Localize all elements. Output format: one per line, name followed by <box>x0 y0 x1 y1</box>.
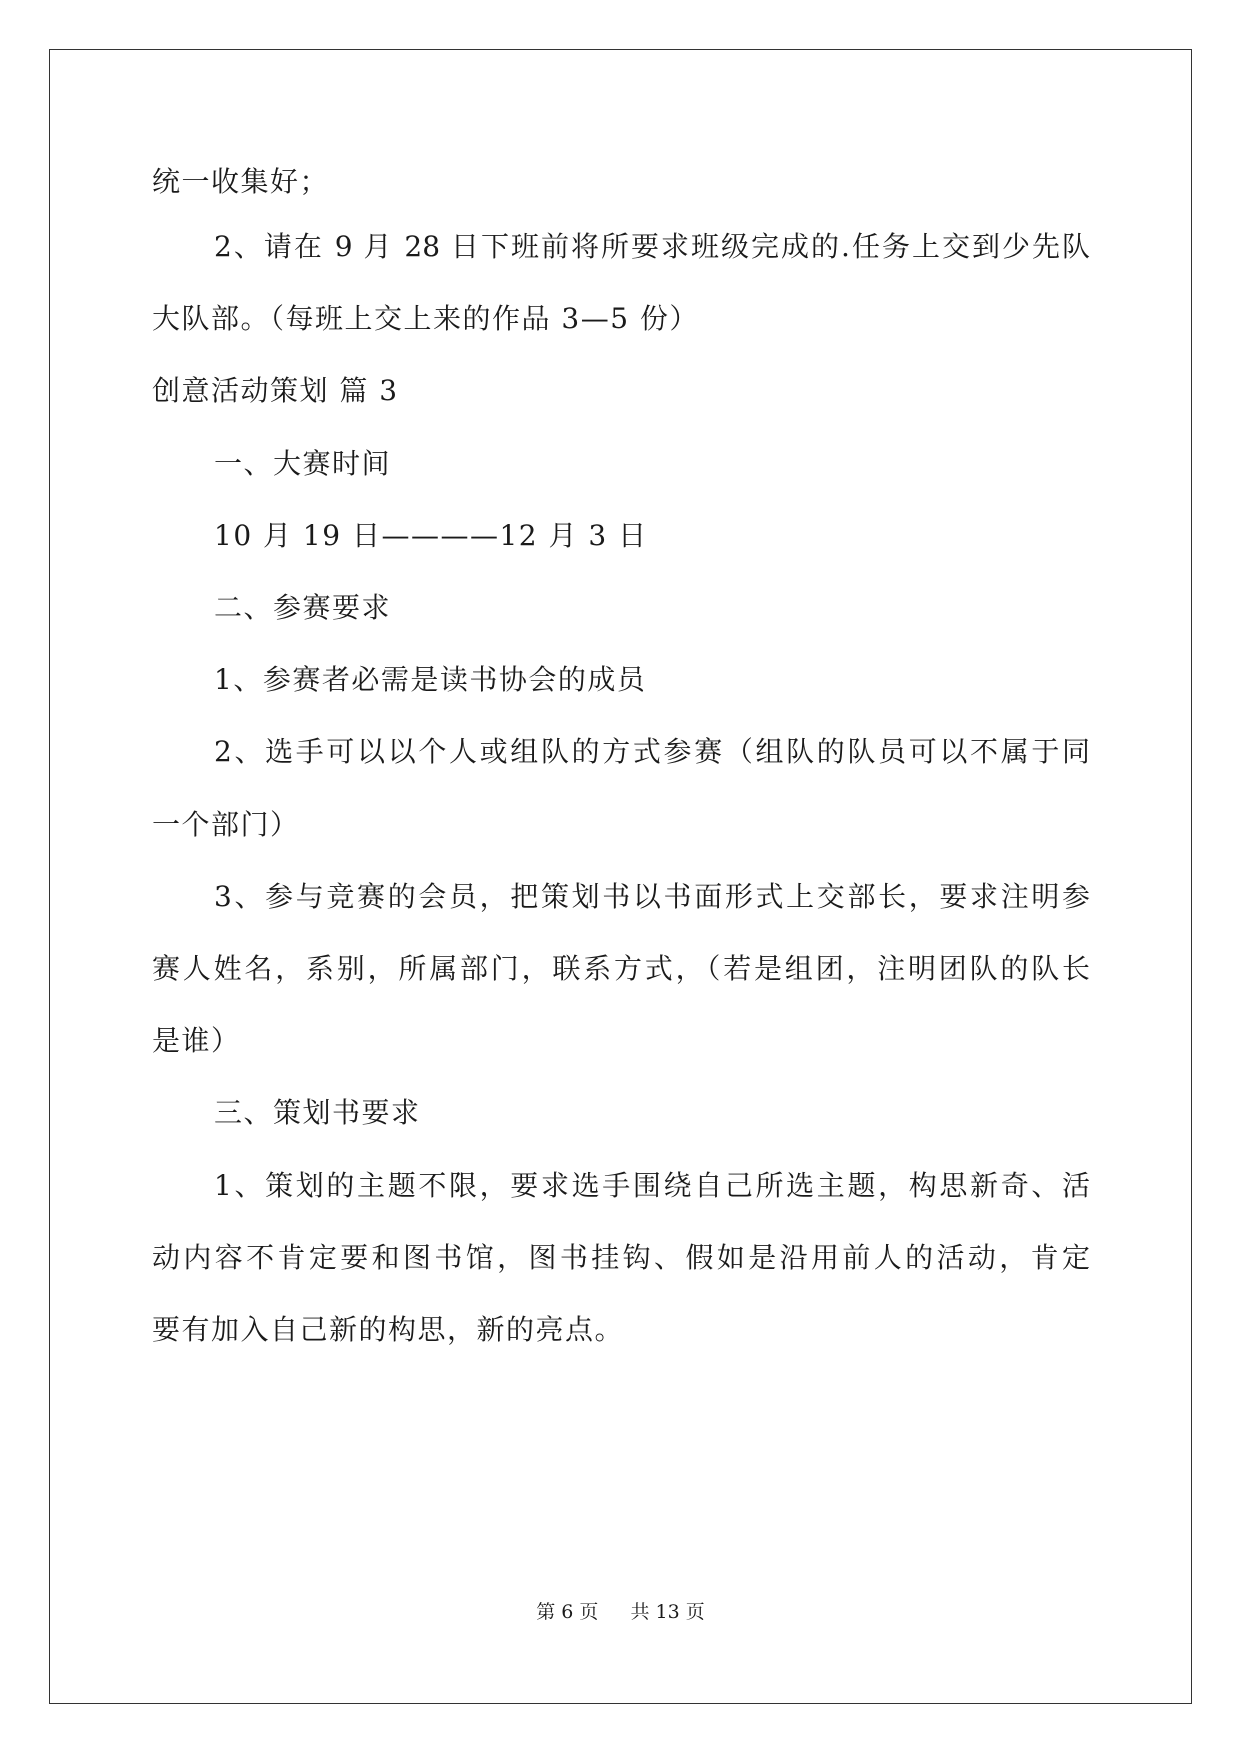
text-line: 统一收集好； <box>152 165 330 198</box>
text-line: 一个部门） <box>152 808 300 841</box>
text-line: 一、大赛时间 <box>214 447 392 480</box>
text-line: 动内容不肯定要和图书馆，图书挂钩、假如是沿用前人的活动，肯定 <box>152 1241 1090 1274</box>
text-line: 3、参与竞赛的会员，把策划书以书面形式上交部长，要求注明参 <box>214 880 1090 913</box>
section-heading: 创意活动策划 篇 3 <box>152 374 399 407</box>
text-line: 2、请在 9 月 28 日下班前将所要求班级完成的.任务上交到少先队 <box>214 230 1090 263</box>
text-line: 2、选手可以以个人或组队的方式参赛（组队的队员可以不属于同 <box>214 735 1090 768</box>
text-line: 1、参赛者必需是读书协会的成员 <box>214 663 647 696</box>
text-line: 是谁） <box>152 1024 241 1057</box>
text-line: 二、参赛要求 <box>214 591 392 624</box>
page-footer <box>0 1597 1241 1624</box>
text-line: 要有加入自己新的构思，新的亮点。 <box>152 1313 625 1346</box>
page-number: 第 6 页 <box>536 1601 599 1623</box>
text-line: 三、策划书要求 <box>214 1096 421 1129</box>
text-line: 赛人姓名，系别，所属部门，联系方式，（若是组团，注明团队的队长 <box>152 952 1090 985</box>
page-total: 共 13 页 <box>630 1601 705 1623</box>
text-line: 10 月 19 日————12 月 3 日 <box>214 519 648 552</box>
text-line: 大队部。（每班上交上来的作品 3—5 份） <box>152 302 699 335</box>
text-line: 1、策划的主题不限，要求选手围绕自己所选主题，构思新奇、活 <box>214 1169 1090 1202</box>
